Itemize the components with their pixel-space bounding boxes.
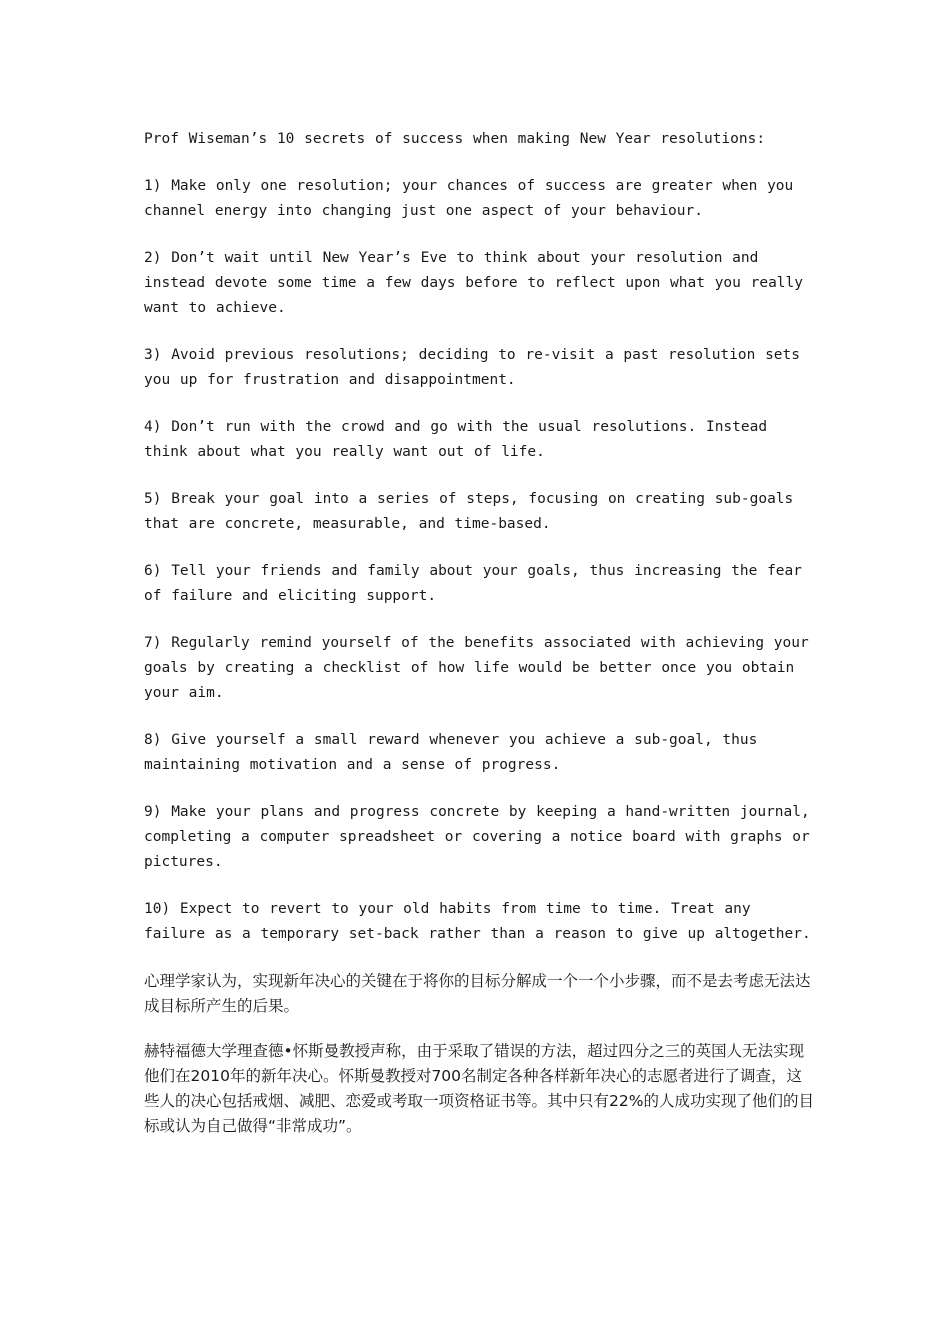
tip-10: 10) Expect to revert to your old habits from time to time. Treat any failure as a temporary set-back rather than a reason to give up altogether.: [144, 901, 811, 942]
tip-3: 3) Avoid previous resolutions; deciding to re-visit a past resolution sets you up for frustration and disappointment.: [144, 347, 801, 388]
chinese-paragraph-2: 赫特福德大学理查德•怀斯曼教授声称，由于采取了错误的方法，超过四分之三的英国人无法实现他们在2010年的新年决心。怀斯曼教授对700名制定各种各样新年决心的志愿者进行了调查，这些人的决心包括戒烟、减肥、恋爱或考取一项资格证书等。其中只有22%的人成功实现了他们的目标或认为自己做得“非常成功”。: [144, 1042, 814, 1135]
document-title: Prof Wiseman’s 10 secrets of success when making New Year resolutions:: [144, 131, 766, 147]
tip-9: 9) Make your plans and progress concrete by keeping a hand-written journal, completing a computer spreadsheet or covering a notice board with graphs or pictures.: [144, 804, 810, 870]
chinese-paragraph-1: 心理学家认为，实现新年决心的关键在于将你的目标分解成一个一个小步骤，而不是去考虑无法达成目标所产生的后果。: [144, 972, 811, 1015]
tip-4: 4) Don’t run with the crowd and go with the usual resolutions. Instead think about what you really want out of life.: [144, 419, 768, 460]
tip-7: 7) Regularly remind yourself of the benefits associated with achieving your goals by creating a checklist of how life would be better once you obtain your aim.: [144, 635, 809, 701]
document-body: [144, 127, 814, 1159]
tip-2: 2) Don’t wait until New Year’s Eve to think about your resolution and instead devote some time a few days before to reflect upon what you really want to achieve.: [144, 250, 804, 316]
tip-8: 8) Give yourself a small reward whenever you achieve a sub-goal, thus maintaining motivation and a sense of progress.: [144, 732, 758, 773]
tip-1: 1) Make only one resolution; your chances of success are greater when you channel energy into changing just one aspect of your behaviour.: [144, 178, 794, 219]
tip-5: 5) Break your goal into a series of steps, focusing on creating sub-goals that are concrete, measurable, and time-based.: [144, 491, 794, 532]
tip-6: 6) Tell your friends and family about your goals, thus increasing the fear of failure and eliciting support.: [144, 563, 803, 604]
